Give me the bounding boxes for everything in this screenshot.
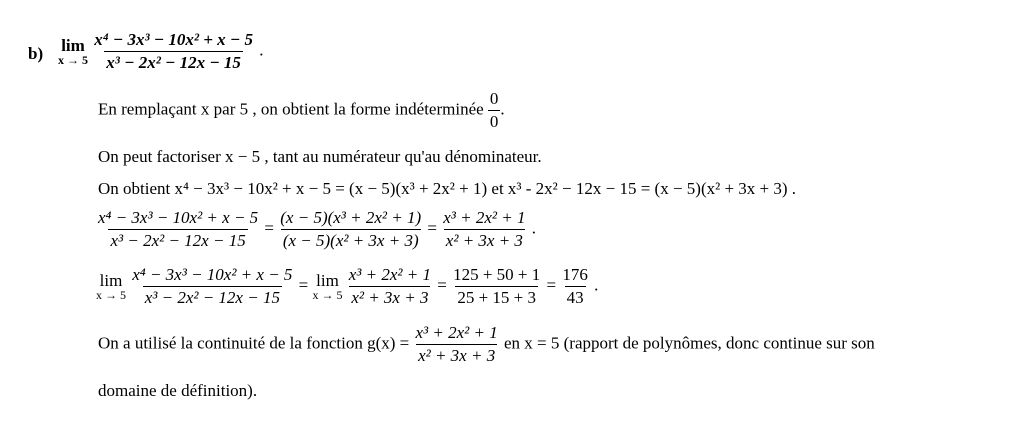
line-continuity: On a utilisé la continuité de la fonction g(x) = $\frac{\text{x³ + 2x² + 1}}{\text{x² + 3x + 3}}$ en x = 5 (rapport de polynômes, donc continue sur son bbox=[98, 323, 875, 365]
part-label: b) bbox=[28, 44, 44, 63]
function-g-fraction: $\frac{\text{x³ + 2x² + 1}}{\text{x² + 3x + 3}}$ bbox=[415, 323, 498, 365]
limit-operator: lim x → 5 bbox=[58, 36, 88, 67]
line-factorise: On peut factoriser x − 5 , tant au numérateur qu'au dénominateur. bbox=[98, 147, 542, 166]
title-expression: lim x → 5 $\frac{\text{x⁴ − 3x³ − 10x² + x − 5}}{\text{x³ − 2x² − 12x − 15}}$ . bbox=[58, 30, 264, 72]
equation-limit: lim x → 5 $\frac{\text{x⁴ − 3x³ − 10x² + x − 5}}{\text{x³ − 2x² − 12x − 15}}$ = lim x → 5 $\frac{\text{x³ + 2x² + 1}}{\text{x² + 3x + 3}}$ = $\frac{125 + 50 + 1}{25 + 15 + 3}$ = $\frac{176}{43}$ . bbox=[96, 265, 599, 307]
zero-over-zero: $\frac{0}{0}$ bbox=[489, 89, 499, 131]
equation-simplification: $\frac{\text{x⁴ − 3x³ − 10x² + x − 5}}{\text{x³ − 2x² − 12x − 15}}$ = $\frac{\text{(x − 5)(x³ + 2x² + 1)}}{\text{(x − 5)(x² + 3x + 3)}}$ = $\frac{\text{x³ + 2x² + 1}}{\text{x² + 3x + 3}}$ . bbox=[98, 208, 536, 250]
line-indeterminate: En remplaçant x par 5 , on obtient la forme indéterminée $\frac{0}{0}$ . bbox=[98, 89, 505, 131]
main-fraction: $\frac{\text{x⁴ − 3x³ − 10x² + x − 5}}{\text{x³ − 2x² − 12x − 15}}$ bbox=[94, 30, 253, 72]
line-factorisation: On obtient x⁴ − 3x³ − 10x² + x − 5 = (x − 5)(x³ + 2x² + 1) et x³ - 2x² − 12x − 15 = (x − 5)(x² + 3x + 3) . bbox=[98, 179, 797, 198]
line-domain: domaine de définition). bbox=[98, 381, 258, 400]
